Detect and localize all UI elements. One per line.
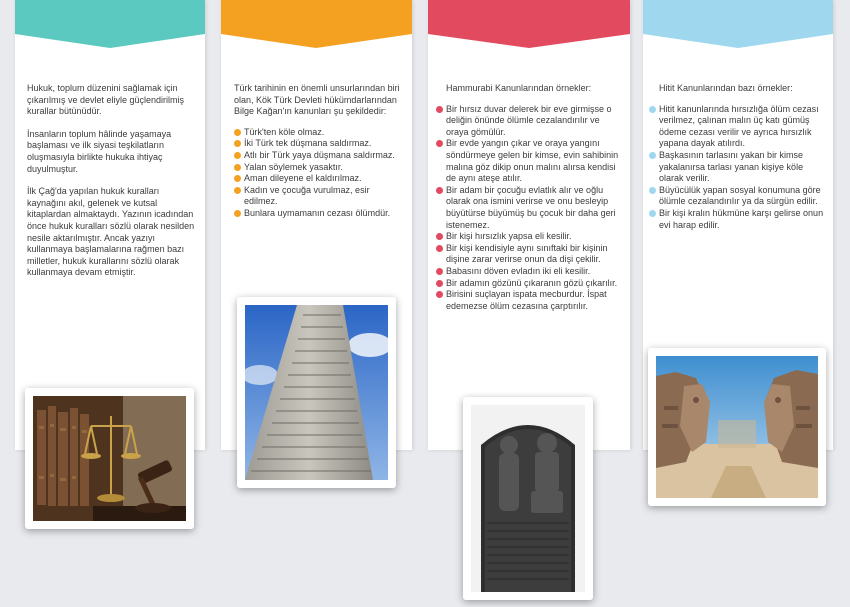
stele-relief-icon — [471, 405, 585, 592]
list-item: Bir kişi kralın hükmüne karşı gelirse onun evi harap edilir. — [649, 208, 827, 231]
list-item: Bir hırsız duvar delerek bir eve girmişse o deliğin önünde ölümle cezalandırılır ve oraya gömülür. — [436, 104, 624, 139]
list-item: Bir kişi hırsızlık yapsa eli kesilir. — [436, 231, 624, 243]
list-item: Başkasının tarlasını yakan bir kimse yakalanırsa tarlası yanan kişiye köle olarak verilir. — [649, 150, 827, 185]
lightblue-banner — [643, 0, 833, 48]
list-item: Bir kişi kendisiyle aynı sınıftaki bir kişinin dişine zarar verirse onun da dişi çekilir. — [436, 243, 624, 266]
scales-of-justice-icon — [33, 396, 186, 521]
list-item: İki Türk tek düşmana saldırmaz. — [234, 138, 404, 150]
list-item: Bunlara uymamanın cezası ölümdür. — [234, 208, 404, 220]
bilge-kagan-text — [234, 83, 404, 220]
list-item: Babasını döven evladın iki eli kesilir. — [436, 266, 624, 278]
list-item: Birisini suçlayan ispata mecburdur. İspat edemezse ölüm cezasına çarptırılır. — [436, 289, 624, 312]
paragraph-2: İnsanların toplum hâlinde yaşamaya başlaması ve ilk siyasi teşkilatların oluşmasıyla birlikte hukuka ihtiyaç duyulmuştur. — [27, 128, 172, 174]
list-item: Kadın ve çocuğa vurulmaz, esir edilmez. — [234, 185, 404, 208]
list-item: Türk'ten köle olmaz. — [234, 127, 404, 139]
paragraph-1: Hukuk, toplum düzenini sağlamak için çıkarılmış ve devlet eliyle güçlendirilmiş kurallar bütünüdür. — [27, 83, 185, 117]
hittite-text — [649, 83, 827, 231]
intro-text: Türk tarihinin en önemli unsurlarından biri olan, Kök Türk Devleti hükümdarlarından Bilge Kağan'ın kanunları şu şekildedir: — [234, 83, 400, 117]
list-item: Bir adamın gözünü çıkaranın gözü çıkarılır. — [436, 278, 624, 290]
lion-gate-icon — [656, 356, 818, 498]
paragraph-3: İlk Çağ'da yapılan hukuk kuralları kaynağını akıl, gelenek ve kutsal kitaplardan almaktaydı. Yazının icadından önce hukuk kuralları sözlü olarak nesilden nesile aktarılmıştır. Ancak yazıyı kullanmaya başlamalarına rağmen bazı milletler, hukuk kurallarını sözlü olarak kullanmaya devam etmiştir. — [27, 186, 195, 278]
list-item: Büyücülük yapan sosyal konumuna göre ölümle cezalandırılır ya da sürgün edilir. — [649, 185, 827, 208]
orange-banner — [221, 0, 412, 48]
list-item: Bir evde yangın çıkar ve oraya yangını söndürmeye gelen bir kimse, evin sahibinin malına göz dikip onun malını alırsa kendisi de aynı ateşe atılır. — [436, 138, 624, 184]
stone-monument-icon — [245, 305, 388, 480]
photo-lion-gate — [648, 348, 826, 506]
list-item: Yalan söylemek yasaktır. — [234, 162, 404, 174]
list-item: Aman dileyene el kaldırılmaz. — [234, 173, 404, 185]
intro-text: Hammurabi Kanunlarından örnekler: — [446, 83, 592, 93]
bilge-kagan-list — [234, 127, 404, 220]
list-item: Atlı bir Türk yaya düşmana saldırmaz. — [234, 150, 404, 162]
list-item: Hitit kanunlarında hırsızlığa ölüm cezası verilmez, çalınan malın üç katı gümüş ödeme cezası verilir ve ayrıca hırsızlık yapana dayak atılırdı. — [649, 104, 827, 150]
teal-banner — [15, 0, 205, 48]
hammurabi-list — [436, 104, 624, 313]
red-banner — [428, 0, 630, 48]
photo-hammurabi-stele — [463, 397, 593, 600]
column-general-law — [15, 0, 205, 450]
hammurabi-text — [436, 83, 624, 312]
photo-orkhon-inscription — [237, 297, 396, 488]
intro-text: Hitit Kanunlarından bazı örnekler: — [659, 83, 793, 93]
photo-gavel-scales — [25, 388, 194, 529]
law-definition-text — [27, 83, 197, 290]
list-item: Bir adam bir çocuğu evlatlık alır ve oğlu olarak ona ismini verirse ve onu besleyip büyütürse büyümüş bu çocuk bir daha geri istenemez. — [436, 185, 624, 231]
column-hammurabi-laws — [428, 0, 630, 450]
hittite-list — [649, 104, 827, 232]
